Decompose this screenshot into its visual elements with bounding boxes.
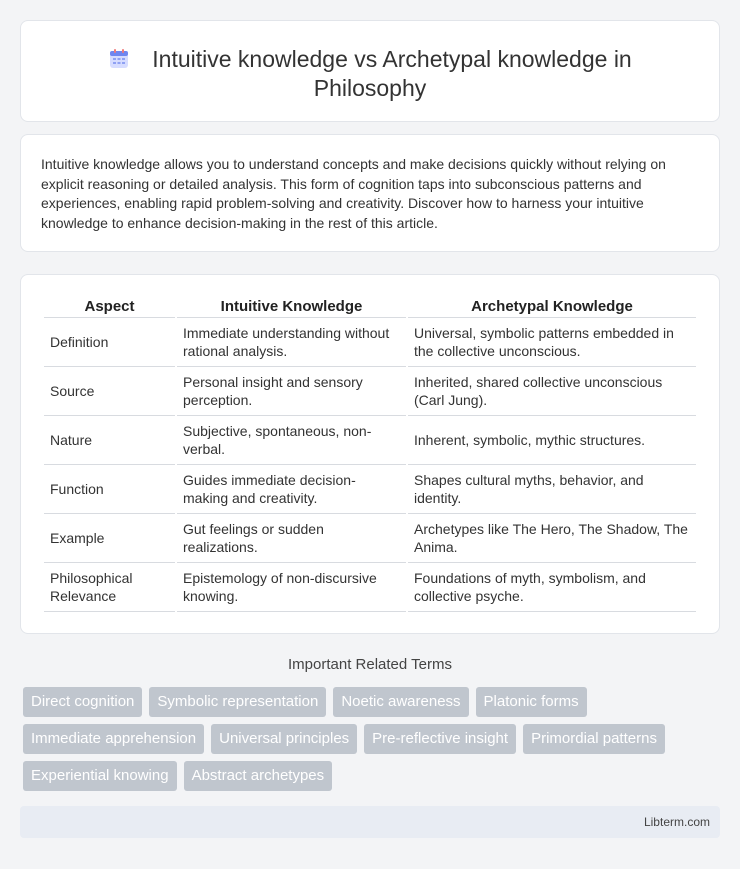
related-term-tag[interactable]: Immediate apprehension [23,724,204,754]
title-card [20,20,720,122]
related-term-tag[interactable]: Pre-reflective insight [364,724,516,754]
footer-site-link[interactable]: Libterm.com [643,815,710,829]
calendar-icon [108,48,130,70]
table-row [44,465,696,514]
table-cell-archetypal: Shapes cultural myths, behavior, and identity. [408,465,696,514]
table-cell-aspect: Example [44,514,175,563]
page-title-wrapper [21,45,719,103]
column-header-aspect: Aspect [44,296,175,318]
table-cell-intuitive: Personal insight and sensory perception. [177,367,406,416]
comparison-table [42,296,698,612]
related-term-tag[interactable]: Platonic forms [476,687,587,717]
table-cell-aspect: Function [44,465,175,514]
comparison-card [20,274,720,634]
table-cell-archetypal: Foundations of myth, symbolism, and collective psyche. [408,563,696,612]
column-header-archetypal: Archetypal Knowledge [408,296,696,318]
table-cell-intuitive: Guides immediate decision-making and creativity. [177,465,406,514]
related-term-tag[interactable]: Symbolic representation [149,687,326,717]
table-cell-archetypal: Inherited, shared collective unconscious (Carl Jung). [408,367,696,416]
table-row [44,367,696,416]
table-cell-aspect: Philosophical Relevance [44,563,175,612]
table-cell-intuitive: Epistemology of non-discursive knowing. [177,563,406,612]
table-cell-intuitive: Gut feelings or sudden realizations. [177,514,406,563]
column-header-intuitive: Intuitive Knowledge [177,296,406,318]
table-cell-aspect: Definition [44,318,175,367]
table-row [44,318,696,367]
related-terms-title: Important Related Terms [288,656,452,673]
table-cell-aspect: Source [44,367,175,416]
table-cell-archetypal: Archetypes like The Hero, The Shadow, The Anima. [408,514,696,563]
table-header-row [44,296,696,318]
related-term-tag[interactable]: Direct cognition [23,687,142,717]
related-terms-list [23,687,713,791]
footer [20,806,720,838]
related-term-tag[interactable]: Primordial patterns [523,724,665,754]
intro-paragraph: Intuitive knowledge allows you to understand concepts and make decisions quickly without relying on explicit reasoning or detailed analysis. This form of cognition taps into subconscious patterns and experiences, enabling rapid problem-solving and creativity. Discover how to harness your intuitive knowledge to enhance decision-making in the rest of this article. [41,156,666,231]
table-row [44,514,696,563]
related-term-tag[interactable]: Noetic awareness [333,687,468,717]
related-term-tag[interactable]: Universal principles [211,724,357,754]
page-title: Intuitive knowledge vs Archetypal knowledge in Philosophy [152,46,632,101]
table-row [44,416,696,465]
related-term-tag[interactable]: Abstract archetypes [184,761,333,791]
table-cell-aspect: Nature [44,416,175,465]
table-cell-archetypal: Universal, symbolic patterns embedded in the collective unconscious. [408,318,696,367]
table-row [44,563,696,612]
related-term-tag[interactable]: Experiential knowing [23,761,177,791]
table-cell-intuitive: Subjective, spontaneous, non-verbal. [177,416,406,465]
table-cell-intuitive: Immediate understanding without rational analysis. [177,318,406,367]
table-cell-archetypal: Inherent, symbolic, mythic structures. [408,416,696,465]
intro-card [20,134,720,252]
